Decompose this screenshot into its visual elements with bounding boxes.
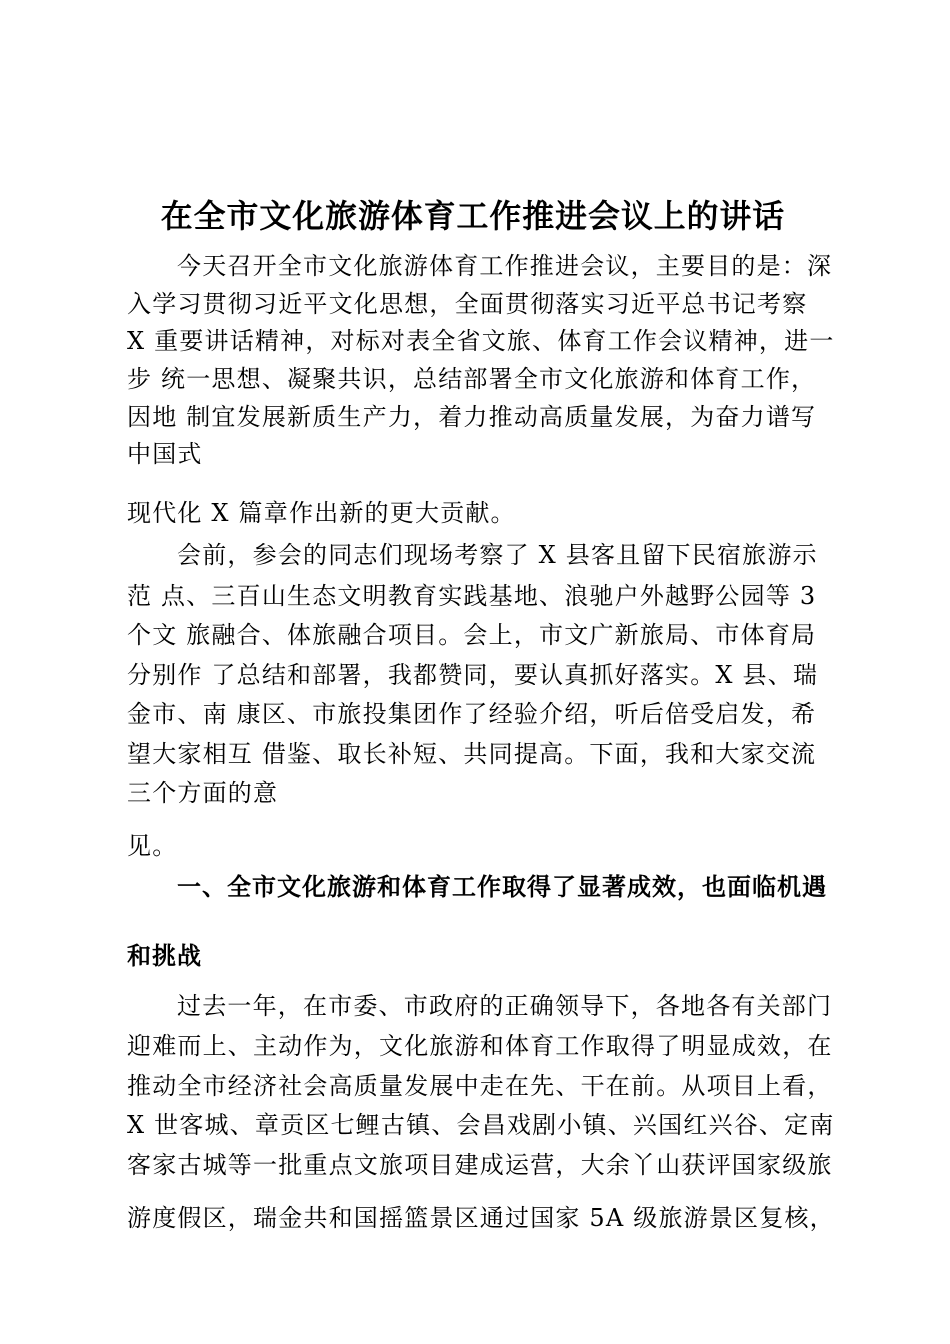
paragraph-line: 客家古城等一批重点文旅项目建成运营，大余丫山获评国家级旅 [127, 1151, 833, 1179]
paragraph-line: 范 点、三百山生态文明教育实践基地、浪驰户外越野公园等 3 [127, 582, 817, 610]
paragraph-line: 个文 旅融合、体旅融合项目。会上，市文广新旅局、市体育局 [127, 621, 817, 649]
paragraph-line: X 重要讲话精神，对标对表全省文旅、体育工作会议精神，进一 [127, 327, 835, 355]
paragraph-line: 入学习贯彻习近平文化思想，全面贯彻落实习近平总书记考察 [127, 290, 808, 318]
paragraph-line: 今天召开全市文化旅游体育工作推进会议，主要目的是：深 [177, 252, 833, 280]
paragraph-line: 中国式 [127, 440, 203, 468]
paragraph-line: 因地 制宜发展新质生产力，着力推动高质量发展，为奋力谱写 [127, 403, 817, 431]
paragraph-line: 现代化 X 篇章作出新的更大贡献。 [127, 499, 516, 527]
paragraph-line: 见。 [127, 832, 178, 860]
paragraph-line: 分别作 了总结和部署，我都赞同，要认真抓好落实。X 县、瑞 [127, 661, 819, 689]
paragraph-line: 步 统一思想、凝聚共识，总结部署全市文化旅游和体育工作， [127, 365, 817, 393]
paragraph-line: 三个方面的意 [127, 779, 279, 807]
paragraph-line: 金市、南 康区、市旅投集团作了经验介绍，听后倍受启发，希 [127, 700, 817, 728]
paragraph-line: 过去一年，在市委、市政府的正确领导下，各地各有关部门 [177, 992, 833, 1020]
paragraph-line: 游度假区，瑞金共和国摇篮景区通过国家 5A 级旅游景区复核， [127, 1204, 835, 1232]
paragraph-line: 会前，参会的同志们现场考察了 X 县客且留下民宿旅游示 [177, 541, 818, 569]
section-heading: 一、全市文化旅游和体育工作取得了显著成效，也面临机遇 [177, 873, 827, 901]
section-heading: 和挑战 [127, 942, 202, 970]
paragraph-line: 迎难而上、主动作为，文化旅游和体育工作取得了明显成效，在 [127, 1032, 833, 1060]
paragraph-line: X 世客城、章贡区七鲤古镇、会昌戏剧小镇、兴国红兴谷、定南 [127, 1111, 835, 1139]
paragraph-line: 推动全市经济社会高质量发展中走在先、干在前。从项目上看， [127, 1072, 833, 1100]
document-title: 在全市文化旅游体育工作推进会议上的讲话 [160, 197, 786, 235]
paragraph-line: 望大家相互 借鉴、取长补短、共同提高。下面，我和大家交流 [127, 740, 817, 768]
